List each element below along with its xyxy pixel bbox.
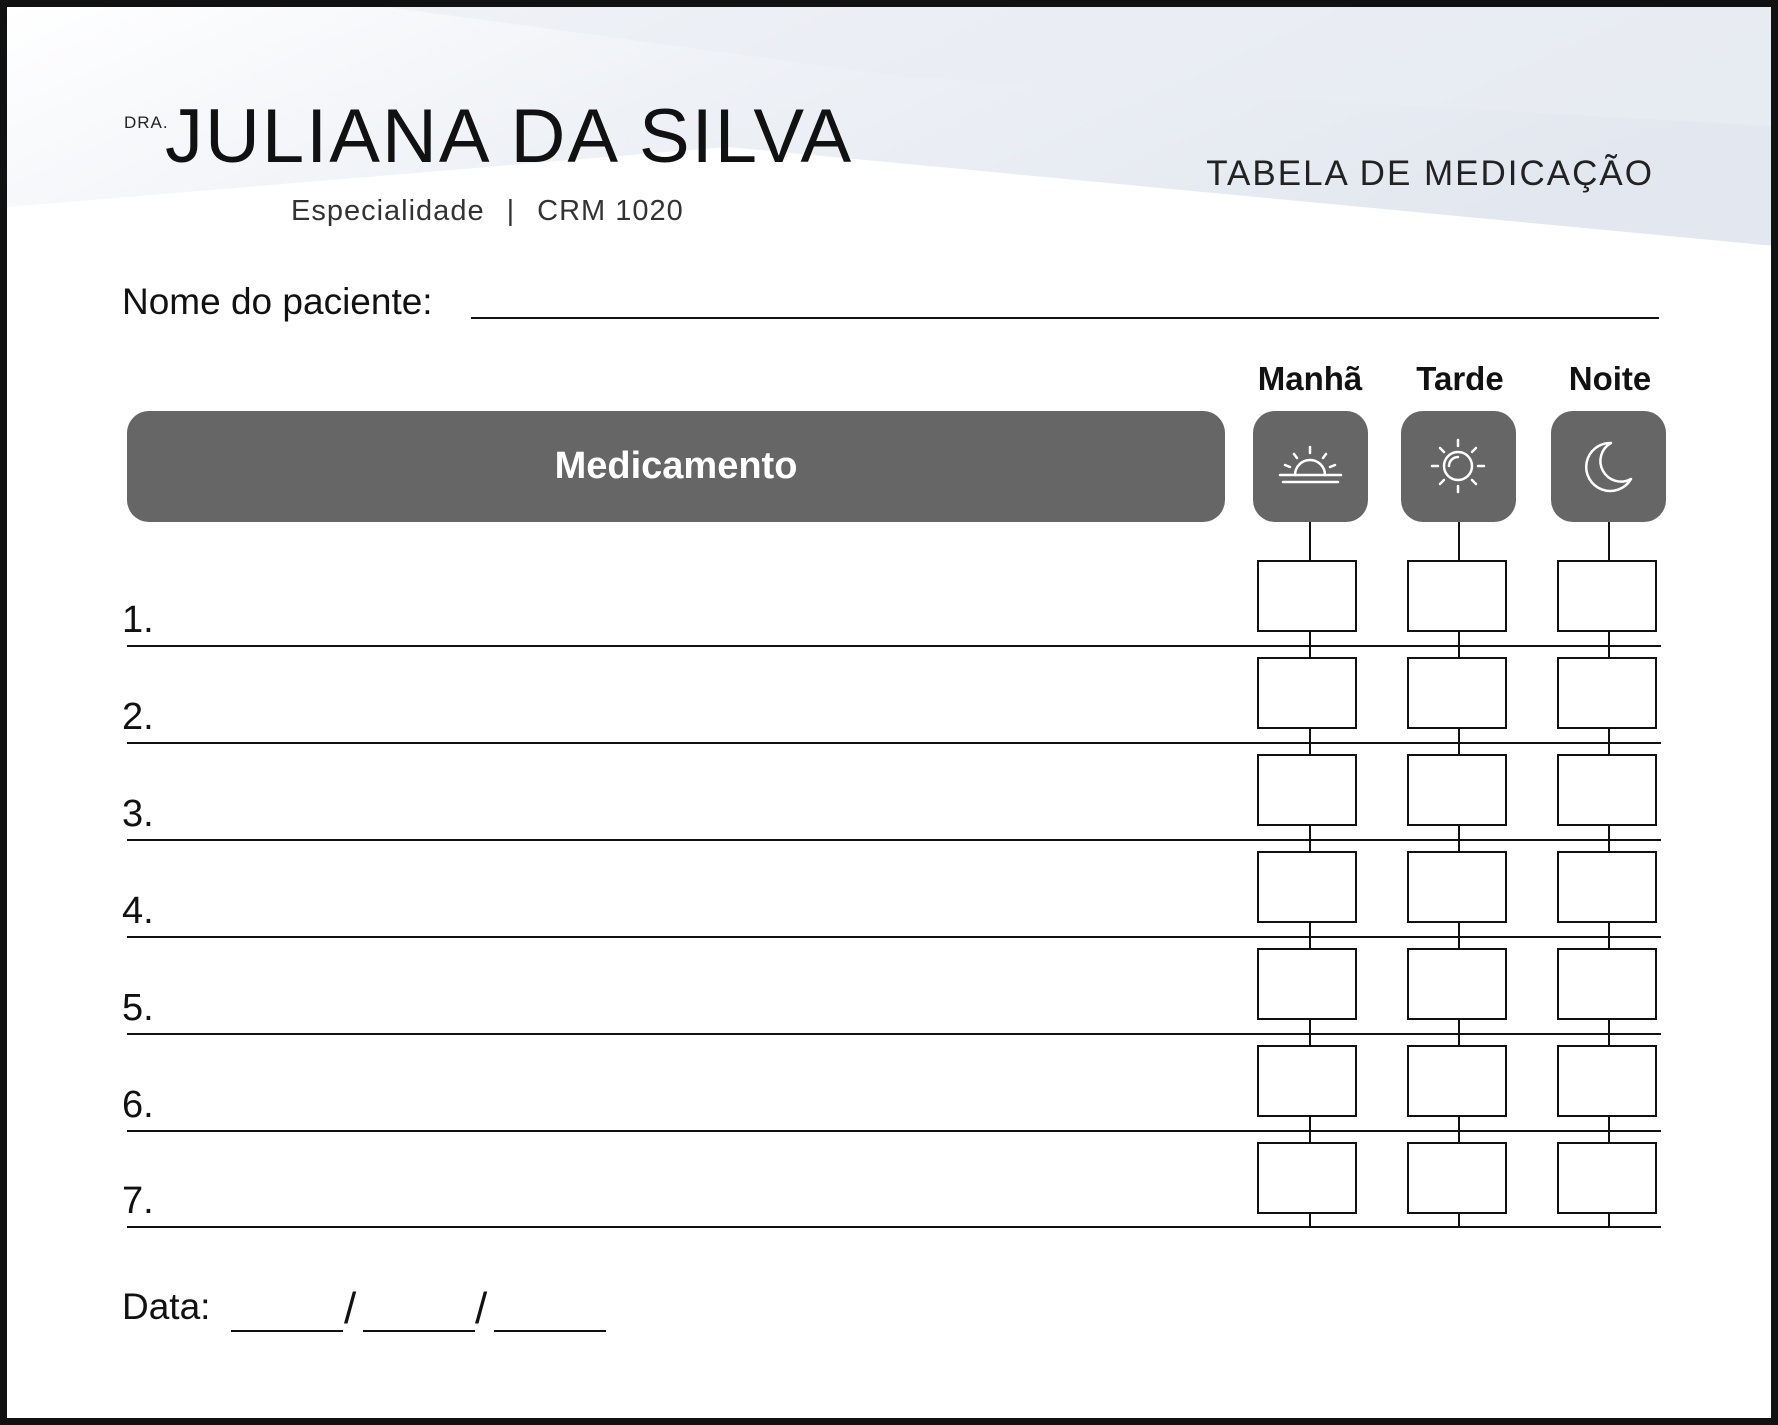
row-number: 4.	[122, 890, 154, 932]
medication-header-label: Medicamento	[554, 445, 798, 487]
doctor-name: JULIANA DA SILVA	[165, 94, 854, 179]
checkbox-row-7-manha[interactable]	[1257, 1142, 1357, 1214]
checkbox-row-6-tarde[interactable]	[1407, 1045, 1507, 1117]
medication-line-6[interactable]	[127, 1130, 1661, 1132]
checkbox-row-4-tarde[interactable]	[1407, 851, 1507, 923]
period-icon-box-manha	[1253, 411, 1368, 522]
checkbox-row-5-noite[interactable]	[1557, 948, 1657, 1020]
period-label-noite: Noite	[1568, 360, 1652, 397]
row-number: 7.	[122, 1180, 154, 1222]
medication-header	[127, 411, 1225, 522]
checkbox-row-2-tarde[interactable]	[1407, 657, 1507, 729]
period-icon-box-tarde	[1401, 411, 1516, 522]
medication-line-4[interactable]	[127, 936, 1661, 938]
checkbox-row-5-manha[interactable]	[1257, 948, 1357, 1020]
specialty-separator: |	[506, 195, 516, 227]
checkbox-row-3-tarde[interactable]	[1407, 754, 1507, 826]
date-day-field[interactable]	[231, 1330, 343, 1332]
document-title: TABELA DE MEDICAÇÃO	[1206, 154, 1654, 193]
checkbox-row-4-manha[interactable]	[1257, 851, 1357, 923]
background-shape	[7, 7, 1778, 1425]
checkbox-row-6-manha[interactable]	[1257, 1045, 1357, 1117]
medication-line-2[interactable]	[127, 742, 1661, 744]
checkbox-row-7-noite[interactable]	[1557, 1142, 1657, 1214]
sunrise-icon	[1253, 411, 1368, 522]
patient-name-field[interactable]	[471, 317, 1659, 319]
crm-text: CRM 1020	[537, 195, 684, 227]
row-number: 2.	[122, 696, 154, 738]
medication-line-5[interactable]	[127, 1033, 1661, 1035]
medication-line-7[interactable]	[127, 1226, 1661, 1228]
row-number: 6.	[122, 1084, 154, 1126]
specialty-line	[291, 195, 684, 228]
doctor-prefix: DRA.	[124, 113, 169, 132]
checkbox-row-3-noite[interactable]	[1557, 754, 1657, 826]
checkbox-row-2-noite[interactable]	[1557, 657, 1657, 729]
patient-name-label: Nome do paciente:	[122, 281, 433, 322]
specialty-text: Especialidade	[291, 195, 485, 227]
checkbox-row-6-noite[interactable]	[1557, 1045, 1657, 1117]
checkbox-row-1-noite[interactable]	[1557, 560, 1657, 632]
date-slash-1: /	[344, 1284, 357, 1333]
checkbox-row-3-manha[interactable]	[1257, 754, 1357, 826]
checkbox-row-1-manha[interactable]	[1257, 560, 1357, 632]
sun-icon	[1401, 411, 1516, 522]
row-number: 3.	[122, 793, 154, 835]
row-number: 1.	[122, 599, 154, 641]
checkbox-row-1-tarde[interactable]	[1407, 560, 1507, 632]
row-number: 5.	[122, 987, 154, 1029]
moon-icon	[1551, 411, 1666, 522]
date-month-field[interactable]	[363, 1330, 475, 1332]
period-label-manha: Manhã	[1257, 360, 1363, 397]
date-label: Data:	[122, 1286, 211, 1327]
checkbox-row-5-tarde[interactable]	[1407, 948, 1507, 1020]
checkbox-row-7-tarde[interactable]	[1407, 1142, 1507, 1214]
period-icon-box-noite	[1551, 411, 1666, 522]
period-label-tarde: Tarde	[1416, 360, 1504, 397]
medication-line-1[interactable]	[127, 645, 1661, 647]
date-slash-2: /	[475, 1284, 488, 1333]
medication-line-3[interactable]	[127, 839, 1661, 841]
date-year-field[interactable]	[494, 1330, 606, 1332]
checkbox-row-4-noite[interactable]	[1557, 851, 1657, 923]
checkbox-row-2-manha[interactable]	[1257, 657, 1357, 729]
